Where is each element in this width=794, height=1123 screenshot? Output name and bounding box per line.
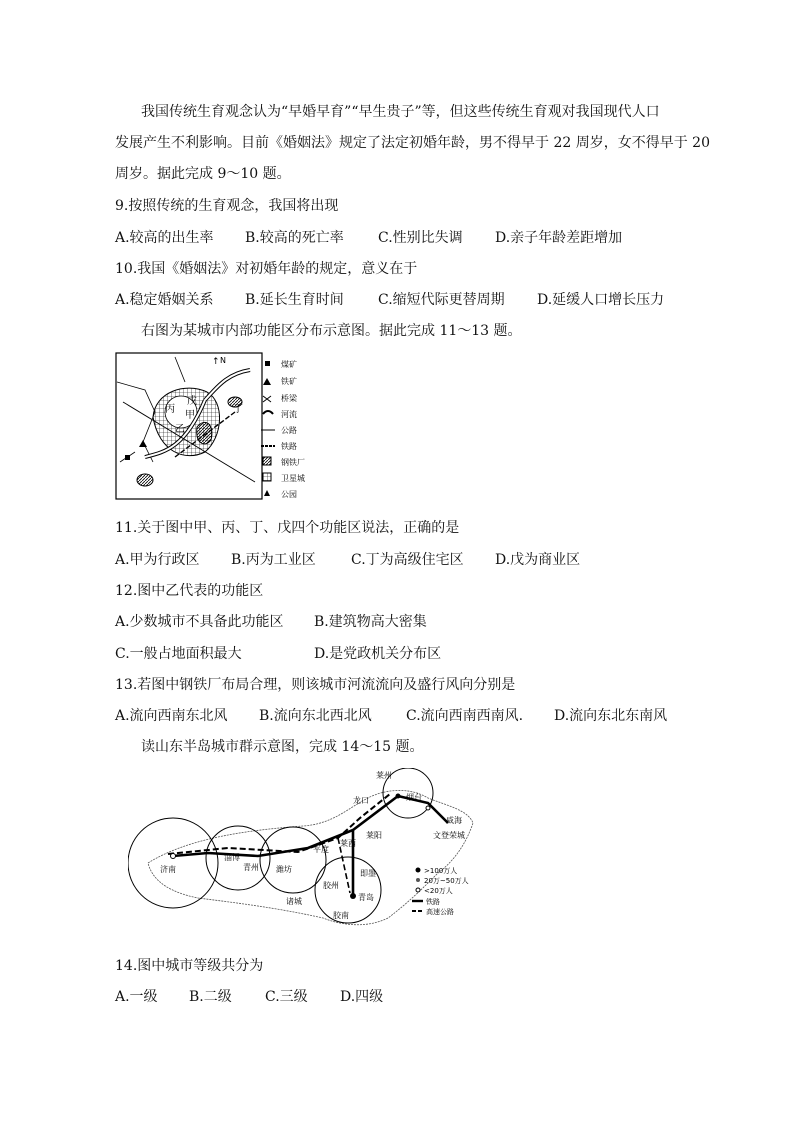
map2-legend-expressway: 高速公路	[426, 908, 454, 916]
map1-legend-satellite: 卫星城	[281, 474, 305, 483]
question-11-stem: 11.关于图中甲、丙、丁、戊四个功能区说法，正确的是	[115, 520, 460, 536]
question-11-option-d[interactable]: D.戊为商业区	[495, 552, 581, 568]
question-13-option-d[interactable]: D.流向东北东南风	[554, 708, 668, 724]
question-10-option-d[interactable]: D.延缓人口增长压力	[537, 292, 665, 308]
intro-line-1: 我国传统生育观念认为“早婚早育”“早生贵子”等，但这些传统生育观对我国现代人口	[141, 104, 660, 120]
map1-legend-coal: 煤矿	[281, 360, 297, 369]
map2-city-jimo: 即墨	[360, 869, 376, 878]
map2-city-laixi: 莱西	[340, 839, 356, 848]
intro-line-2: 发展产生不利影响。目前《婚姻法》规定了法定初婚年龄，男不得早于 22 周岁，女不得早于 20	[115, 135, 710, 151]
map1-area-yi: 乙	[175, 424, 185, 435]
map2-city-jinan: 济南	[160, 865, 176, 874]
map2-city-laiyang: 莱阳	[366, 831, 382, 840]
map1-legend-steel: 钢铁厂	[281, 458, 305, 467]
intro-2: 右图为某城市内部功能区分布示意图。据此完成 11～13 题。	[141, 323, 522, 339]
question-10-option-b[interactable]: B.延长生育时间	[245, 292, 344, 308]
question-13-option-a[interactable]: A.流向西南东北风	[115, 708, 228, 724]
question-14-option-a[interactable]: A.一级	[115, 989, 158, 1005]
intro-3: 读山东半岛城市群示意图，完成 14～15 题。	[141, 739, 424, 755]
intro-line-3: 周岁。据此完成 9～10 题。	[115, 166, 291, 182]
map2-city-zhucheng: 诸城	[286, 897, 302, 906]
question-9-option-b[interactable]: B.较高的死亡率	[245, 230, 344, 246]
map2-city-weihai: 威海	[446, 816, 462, 825]
question-9-option-a[interactable]: A.较高的出生率	[115, 230, 214, 246]
question-11-option-a[interactable]: A.甲为行政区	[115, 552, 200, 568]
map1-legend-river: 河流	[281, 410, 297, 419]
question-14-stem: 14.图中城市等级共分为	[115, 958, 264, 974]
question-9-option-d[interactable]: D.亲子年龄差距增加	[495, 230, 623, 246]
map2-city-jiaozhou: 胶州	[323, 881, 339, 890]
question-14-option-b[interactable]: B.二级	[189, 989, 232, 1005]
map1-area-wu: 戊	[187, 396, 197, 407]
shandong-city-cluster-map	[128, 768, 488, 938]
map2-city-longkou: 龙口	[353, 796, 369, 805]
map2-city-qingdao: 青岛	[358, 893, 374, 902]
question-9-stem: 9.按照传统的生育观念，我国将出现	[115, 198, 339, 214]
map1-north-label: N	[220, 356, 226, 365]
map2-legend-over-100: >100万人	[424, 867, 458, 875]
map2-legend-under-20: <20万人	[424, 887, 453, 895]
question-12-option-a[interactable]: A.少数城市不具备此功能区	[115, 614, 284, 630]
question-10-option-a[interactable]: A.稳定婚姻关系	[115, 292, 214, 308]
question-14-option-c[interactable]: C.三级	[265, 989, 308, 1005]
question-13-option-b[interactable]: B.流向东北西北风	[259, 708, 372, 724]
question-13-stem: 13.若图中钢铁厂布局合理，则该城市河流流向及盛行风向分别是	[115, 677, 516, 693]
map1-area-bing: 丙	[165, 404, 175, 415]
city-function-map	[115, 352, 327, 500]
map1-area-ding: 丁	[233, 404, 243, 415]
question-12-stem: 12.图中乙代表的功能区	[115, 583, 264, 599]
map2-city-pingdu: 平度	[313, 845, 329, 854]
map1-legend-road: 公路	[281, 426, 297, 435]
question-14-option-d[interactable]: D.四级	[340, 989, 384, 1005]
question-12-option-b[interactable]: B.建筑物高大密集	[314, 614, 427, 630]
map2-city-wendeng-rongcheng: 文登荣城	[433, 831, 465, 840]
map1-legend-iron: 铁矿	[281, 377, 297, 386]
question-11-option-c[interactable]: C.丁为高级住宅区	[351, 552, 464, 568]
svg-text:↑: ↑	[212, 357, 220, 367]
map1-legend-rail: 铁路	[281, 442, 297, 451]
map1-legend-bridge: 桥梁	[281, 394, 297, 403]
map1-legend-park: 公园	[281, 490, 297, 499]
map2-city-qingzhou: 青州	[243, 863, 259, 872]
map2-city-weifang: 潍坊	[276, 865, 292, 874]
question-9-option-c[interactable]: C.性别比失调	[378, 230, 463, 246]
map2-city-yantai: 烟台	[406, 793, 422, 802]
question-10-option-c[interactable]: C.缩短代际更替周期	[378, 292, 505, 308]
map2-legend-railway: 铁路	[426, 898, 440, 906]
question-11-option-b[interactable]: B.丙为工业区	[231, 552, 316, 568]
question-10-stem: 10.我国《婚姻法》对初婚年龄的规定，意义在于	[115, 261, 418, 277]
map2-legend-20-50: 20万~50万人	[424, 877, 469, 885]
map1-area-jia: 甲	[185, 410, 195, 421]
map2-city-jiaonan: 胶南	[333, 911, 349, 920]
question-13-option-c[interactable]: C.流向西南西南风.	[406, 708, 524, 724]
map2-city-zibo: 淄博	[224, 853, 240, 862]
map2-city-laizhou: 莱州	[376, 771, 392, 780]
question-12-option-c[interactable]: C.一般占地面积最大	[115, 646, 242, 662]
question-12-option-d[interactable]: D.是党政机关分布区	[314, 646, 442, 662]
